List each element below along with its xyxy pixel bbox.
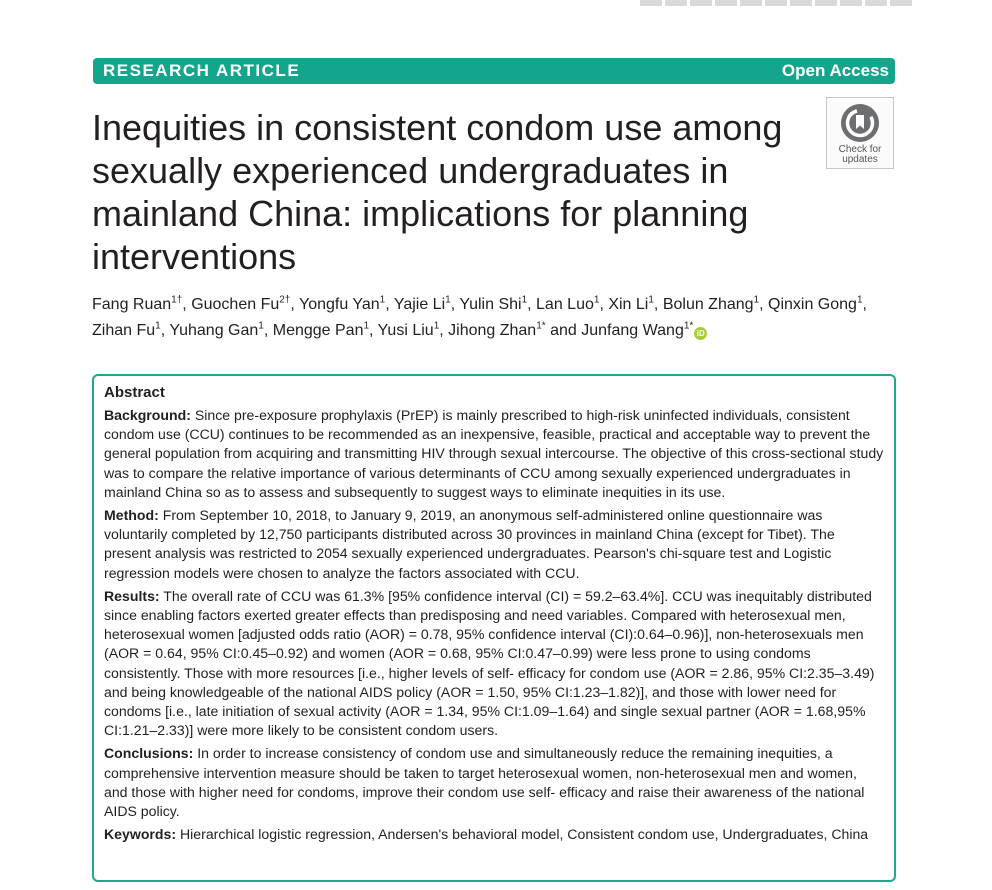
orcid-icon[interactable]: iD [694, 327, 707, 340]
abstract-section-text: The overall rate of CCU was 61.3% [95% confidence interval (CI) = 59.2–63.4%]. CCU was inequitably distributed since enabling factors exerted greater effects than predisposing and need variables. Compared with heterosexual men, heterosexual women [adjusted odds ratio (AOR) = 0.78, 95% confidence interval (CI):0.64–0.96)], non-heterosexuals men (AOR = 0.64, 95% CI:0.45–0.92) and women (AOR = 0.68, 95% CI:0.47–0.99) were less prone to using condoms consistently. Those with more resources [i.e., higher levels of self- efficacy for condom use (AOR = 2.86, 95% CI:2.35–3.49) and being knowledgeable of the national AIDS policy (AOR = 1.50, 95% CI:1.23–1.82)], and those with lower need for condoms [i.e., late initiation of sexual activity (AOR = 1.34, 95% CI:1.09–1.64) and single sexual partner (AOR = 1.68,95% CI:1.21–2.33)] were more likely to be consistent condom users. [104, 587, 875, 739]
author-affiliation-marker: 1† [171, 294, 183, 306]
abstract-section-label: Background: [104, 407, 191, 423]
author-name[interactable]: Yuhang Gan [169, 322, 259, 339]
author-name[interactable]: Yulin Shi [459, 296, 522, 313]
abstract-section-label: Conclusions: [104, 745, 194, 762]
author-affiliation-marker: 1 [856, 294, 863, 306]
abstract-section-label: Results: [104, 587, 160, 604]
open-access-label: Open Access [781, 61, 889, 80]
author-affiliation-marker: 1 [521, 294, 528, 306]
author-name[interactable]: Yajie Li [393, 296, 446, 313]
check-for-updates-text: Check for updates [838, 144, 882, 165]
author-affiliation-marker: 1* [683, 320, 694, 332]
article-title: Inequities in consistent condom use among sexually experienced undergraduates in mainland China: implications for planning interventions [92, 107, 783, 277]
author-affiliation-marker: 1 [363, 320, 370, 332]
abstract-heading: Abstract [104, 384, 165, 401]
author-name[interactable]: Zihan Fu [92, 322, 156, 339]
author-name[interactable]: Fang Ruan [92, 296, 172, 313]
abstract-box [92, 374, 896, 882]
abstract-section-text: Since pre-exposure prophylaxis (PrEP) is mainly prescribed to high-risk uninfected individuals, consistent condom use (CCU) continues to be recommended as an inexpensive, feasible, practical and acceptable way to prevent the general population from acquiring and transmitting HIV through sexual intercourse. The objective of this cross-sectional study was to compare the relative importance of various determinants of CCU among sexually experienced undergraduates in mainland China so as to assess and subsequently to suggest ways to eliminate inequities in its use. [104, 407, 884, 500]
author-affiliation-marker: 2† [279, 294, 291, 306]
author-affiliation-marker: 1 [433, 320, 440, 332]
author-name[interactable]: Junfang Wang [581, 322, 684, 339]
author-name[interactable]: Qinxin Gong [768, 296, 857, 313]
abstract-section [104, 744, 884, 821]
author-affiliation-marker: 1* [536, 320, 546, 332]
author-affiliation-marker: 1 [593, 294, 600, 306]
author-name[interactable]: Mengge Pan [272, 322, 364, 339]
abstract-sections [104, 406, 884, 844]
author-affiliation-marker: 1 [445, 294, 451, 306]
abstract-section-text: Hierarchical logistic regression, Andersen's behavioral model, Consistent condom use, Undergraduates, China [179, 826, 869, 843]
author-name[interactable]: Xin Li [608, 296, 649, 313]
author-name[interactable]: Yusi Liu [377, 322, 434, 339]
check-for-updates-badge[interactable] [826, 97, 894, 169]
abstract-section [104, 506, 884, 583]
author-name[interactable]: Yongfu Yan [298, 296, 380, 313]
check-updates-icon [839, 102, 881, 144]
author-name[interactable]: Bolun Zhang [662, 296, 754, 313]
author-name[interactable]: Lan Luo [536, 296, 594, 313]
abstract-section [104, 587, 884, 741]
article-type-banner [93, 58, 895, 84]
author-name[interactable]: Guochen Fu [191, 296, 280, 313]
author-name[interactable]: Jihong Zhan [448, 322, 537, 339]
author-affiliation-marker: 1 [155, 320, 161, 332]
author-affiliation-marker: 1 [648, 294, 654, 306]
abstract-section [104, 825, 884, 844]
author-affiliation-marker: 1 [258, 320, 264, 332]
abstract-section-label: Keywords: [104, 826, 177, 843]
author-affiliation-marker: 1 [379, 294, 386, 306]
abstract-section-text: In order to increase consistency of condom use and simultaneously reduce the remaining inequities, a comprehensive intervention measure should be taken to target heterosexual women, non-heterosexual men and women, and those with higher need for condoms, improve their condom use self- efficacy and raise their awareness of the national AIDS policy. [104, 745, 865, 820]
abstract-section-label: Method: [104, 507, 159, 524]
author-affiliation-marker: 1 [753, 294, 760, 306]
article-type-label: RESEARCH ARTICLE [103, 61, 301, 80]
journal-header-fragment [640, 0, 992, 6]
author-list: Fang Ruan$^{1\dagger}$, Guochen $Fu^{2\dagger}$, Yongfu Yan$^1$, Yajie Li$^1$, Yulin Shi$^1$, Lan Luo$^1$, Xin Li$^1$, Bolun Zhang$^1$, Qinxin Gong$^1$, Zihan Fu$^1$, Yuhang Gan$^1$, Mengge Pan$^1$, Yusi Liu$^1$, Jihong Zhan$^{1*}$ and Junfang Wang$^{1*}$iD [92, 294, 867, 339]
abstract-section [104, 406, 884, 502]
abstract-section-text: From September 10, 2018, to January 9, 2019, an anonymous self-administered online questionnaire was voluntarily completed by 12,750 participants distributed across 30 provinces in mainland China (except for Tibet). The present analysis was restricted to 2054 sexually experienced undergraduates. Pearson's chi-square test and Logistic regression models were chosen to analyze the factors associated with CCU. [104, 507, 835, 581]
